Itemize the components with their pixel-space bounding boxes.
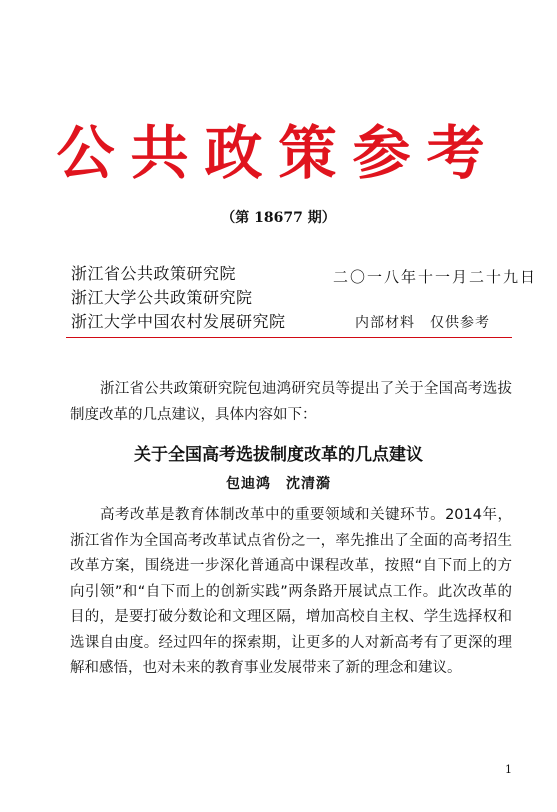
classification-label: 内部材料 仅供参考 (355, 315, 490, 331)
header-divider (66, 337, 512, 338)
intro-paragraph: 浙江省公共政策研究院包迪鸿研究员等提出了关于全国高考选拔制度改革的几点建议，具体内容如下： (70, 381, 512, 423)
page-number: 1 (505, 763, 512, 776)
masthead-title: 公共政策参考 (56, 119, 501, 187)
institution-1: 浙江省公共政策研究院 (71, 264, 237, 283)
institution-3: 浙江大学中国农村发展研究院 (71, 312, 286, 331)
article-authors: 包迪鸿 沈清漪 (226, 476, 331, 492)
institution-2: 浙江大学公共政策研究院 (71, 288, 253, 307)
publication-date: 二〇一八年十一月二十九日 (333, 268, 538, 286)
article-title: 关于全国高考选拔制度改革的几点建议 (134, 445, 423, 465)
issue-number: （第 18677 期） (221, 210, 336, 226)
body-paragraph: 高考改革是教育体制改革中的重要领域和关键环节。2014年，浙江省作为全国高考改革试点省份之一，率先推出了全面的高考招生改革方案，围绕进一步深化普通高中课程改革，按照“自下而上的方向引领”和“自下而上的创新实践”两条路开展试点工作。此次改革的目的，是要打破分数论和文理区隔，增加高校自主权、学生选择权和选课自由度。经过四年的探索期，让更多的人对新高考有了更深的理解和感悟，也对未来的教育事业发展带来了新的理念和建议。 (70, 507, 512, 676)
